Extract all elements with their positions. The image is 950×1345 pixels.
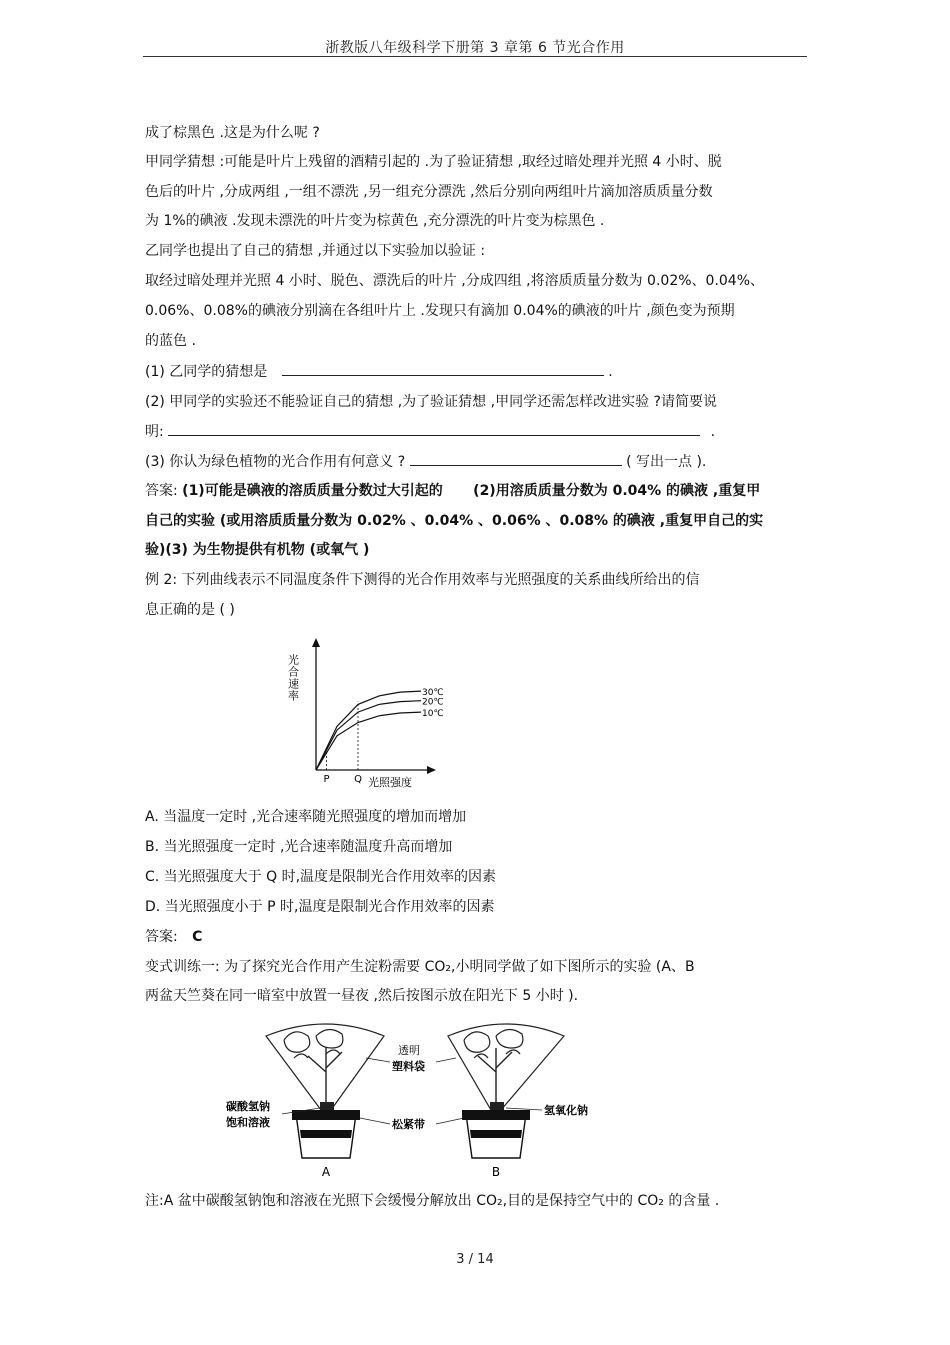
header-rule bbox=[143, 56, 807, 57]
page-header: 浙教版八年级科学下册第 3 章第 6 节光合作用 bbox=[325, 40, 625, 56]
series-label-0: 30℃ bbox=[422, 688, 444, 699]
pot-band-a bbox=[300, 1130, 352, 1138]
stem-b bbox=[478, 1048, 512, 1110]
text-line: 成了棕黑色 .这是为什么呢 ? bbox=[145, 125, 320, 141]
text-line: (2) 甲同学的实验还不能验证自己的猜想 ,为了验证猜想 ,甲同学还需怎样改进实验 ?请简要说 bbox=[145, 394, 717, 410]
x-tick-label-P: P bbox=[323, 774, 330, 785]
answer-part-1: (1)可能是碘液的溶质质量分数过大引起的 bbox=[182, 483, 443, 499]
leader-seal-left bbox=[360, 1118, 390, 1124]
option-b: B. 当光照强度一定时 ,光合速率随温度升高而增加 bbox=[145, 839, 453, 855]
question-2 bbox=[145, 423, 715, 441]
variant-question: 两盆天竺葵在同一暗室中放置一昼夜 ,然后按图示放在阳光下 5 小时 ). bbox=[145, 988, 579, 1004]
answer-line bbox=[145, 482, 760, 500]
variant-question: 变式训练一: 为了探究光合作用产生淀粉需要 CO₂,小明同学做了如下图所示的实验 (A、B bbox=[145, 959, 695, 975]
series-label-2: 10℃ bbox=[422, 709, 444, 720]
text-line: 甲同学猜想 :可能是叶片上残留的酒精引起的 .为了验证猜想 ,取经过暗处理并光照 4 小时、脱 bbox=[145, 154, 722, 170]
photosynthesis-chart bbox=[286, 636, 444, 792]
experiment-figure bbox=[226, 1018, 606, 1182]
question-1-text: (1) 乙同学的猜想是 bbox=[145, 364, 268, 380]
question-2-end: . bbox=[710, 424, 716, 440]
label-saturated-solution: 饱和溶液 bbox=[226, 1116, 270, 1129]
example-2-answer bbox=[145, 928, 202, 946]
note-line: 注:A 盆中碳酸氢钠饱和溶液在光照下会缓慢分解放出 CO₂,目的是保持空气中的 CO₂ 的含量 . bbox=[145, 1193, 720, 1209]
x-axis-arrow bbox=[427, 766, 436, 774]
option-a: A. 当温度一定时 ,光合速率随光照强度的增加而增加 bbox=[145, 809, 467, 825]
text-line: 为 1%的碘液 .发现未漂洗的叶片变为棕黄色 ,充分漂洗的叶片变为棕黑色 . bbox=[145, 213, 605, 229]
question-3 bbox=[145, 453, 706, 471]
x-tick-label-Q: Q bbox=[354, 774, 362, 785]
question-2-text: 明: bbox=[145, 424, 164, 440]
answer-value: C bbox=[192, 929, 203, 945]
text-line: 取经过暗处理并光照 4 小时、脱色、漂洗后的叶片 ,分成四组 ,将溶质质量分数为 0.02%、0.04%、 bbox=[145, 273, 765, 289]
label-sodium-hydroxide: 氢氧化钠 bbox=[544, 1104, 588, 1117]
label-plastic-bag: 塑料袋 bbox=[392, 1060, 425, 1073]
series-label-1: 20℃ bbox=[422, 697, 444, 708]
pot-b-label: B bbox=[491, 1165, 501, 1179]
label-sodium-bicarbonate: 碳酸氢钠 bbox=[226, 1100, 270, 1113]
text-line: 色后的叶片 ,分成两组 ,一组不漂洗 ,另一组充分漂洗 ,然后分别向两组叶片滴加溶质质量分数 bbox=[145, 184, 713, 200]
answer-blank-3[interactable] bbox=[410, 453, 622, 466]
question-1 bbox=[145, 363, 613, 381]
question-1-end: . bbox=[608, 364, 613, 380]
question-3-text: (3) 你认为绿色植物的光合作用有何意义 ? bbox=[145, 454, 406, 470]
leaves-b bbox=[464, 1029, 523, 1058]
pot-band-b bbox=[470, 1130, 522, 1138]
option-d: D. 当光照强度小于 P 时,温度是限制光合作用效率的因素 bbox=[145, 899, 495, 915]
text-line: 乙同学也提出了自己的猜想 ,并通过以下实验加以验证 : bbox=[145, 243, 486, 259]
pot-rim-a bbox=[292, 1110, 360, 1120]
option-c: C. 当光照强度大于 Q 时,温度是限制光合作用效率的因素 bbox=[145, 869, 497, 885]
leader-right bbox=[506, 1108, 542, 1110]
pot-a-label: A bbox=[321, 1165, 331, 1179]
pot-rim-b bbox=[462, 1110, 530, 1120]
plastic-bag-a bbox=[266, 1024, 384, 1110]
leader-mid-right bbox=[436, 1058, 456, 1062]
plant-a bbox=[266, 1024, 384, 1179]
answer-line: 自己的实验 (或用溶质质量分数为 0.02% 、0.04% 、0.06% 、0.08% 的碘液 ,重复甲自己的实 bbox=[145, 513, 764, 529]
y-axis-label: 光合速率 bbox=[286, 654, 300, 702]
label-elastic-band: 松紧带 bbox=[392, 1118, 425, 1131]
text-line: 的蓝色 . bbox=[145, 333, 196, 349]
answer-blank-2[interactable] bbox=[168, 423, 700, 436]
leader-seal-right bbox=[436, 1118, 464, 1124]
leaves-a bbox=[284, 1029, 343, 1058]
leader-mid-left bbox=[366, 1058, 390, 1062]
series-line-1 bbox=[316, 701, 421, 770]
answer-part-2: (2)用溶质质量分数为 0.04% 的碘液 ,重复甲 bbox=[473, 483, 761, 499]
answer-line: 验)(3) 为生物提供有机物 (或氧气 ) bbox=[145, 542, 370, 558]
stem-a bbox=[308, 1048, 342, 1110]
series-line-0 bbox=[316, 691, 421, 770]
plant-b bbox=[448, 1024, 564, 1179]
question-3-end: ( 写出一点 ). bbox=[626, 454, 707, 470]
y-axis-arrow bbox=[312, 638, 320, 647]
answer-label: 答案: bbox=[145, 929, 183, 945]
plastic-bag-b bbox=[448, 1024, 564, 1110]
page-number: 3 / 14 bbox=[456, 1252, 494, 1267]
example-2-question: 例 2: 下列曲线表示不同温度条件下测得的光合作用效率与光照强度的关系曲线所给出的信 bbox=[145, 572, 700, 588]
example-2-question: 息正确的是 ( ) bbox=[145, 602, 235, 618]
label-transparent: 透明 bbox=[398, 1044, 420, 1057]
x-axis-label: 光照强度 bbox=[368, 776, 412, 789]
answer-label: 答案: bbox=[145, 483, 183, 499]
text-line: 0.06%、0.08%的碘液分别滴在各组叶片上 .发现只有滴加 0.04%的碘液的叶片 ,颜色变为预期 bbox=[145, 303, 735, 319]
answer-blank-1[interactable] bbox=[282, 363, 604, 376]
